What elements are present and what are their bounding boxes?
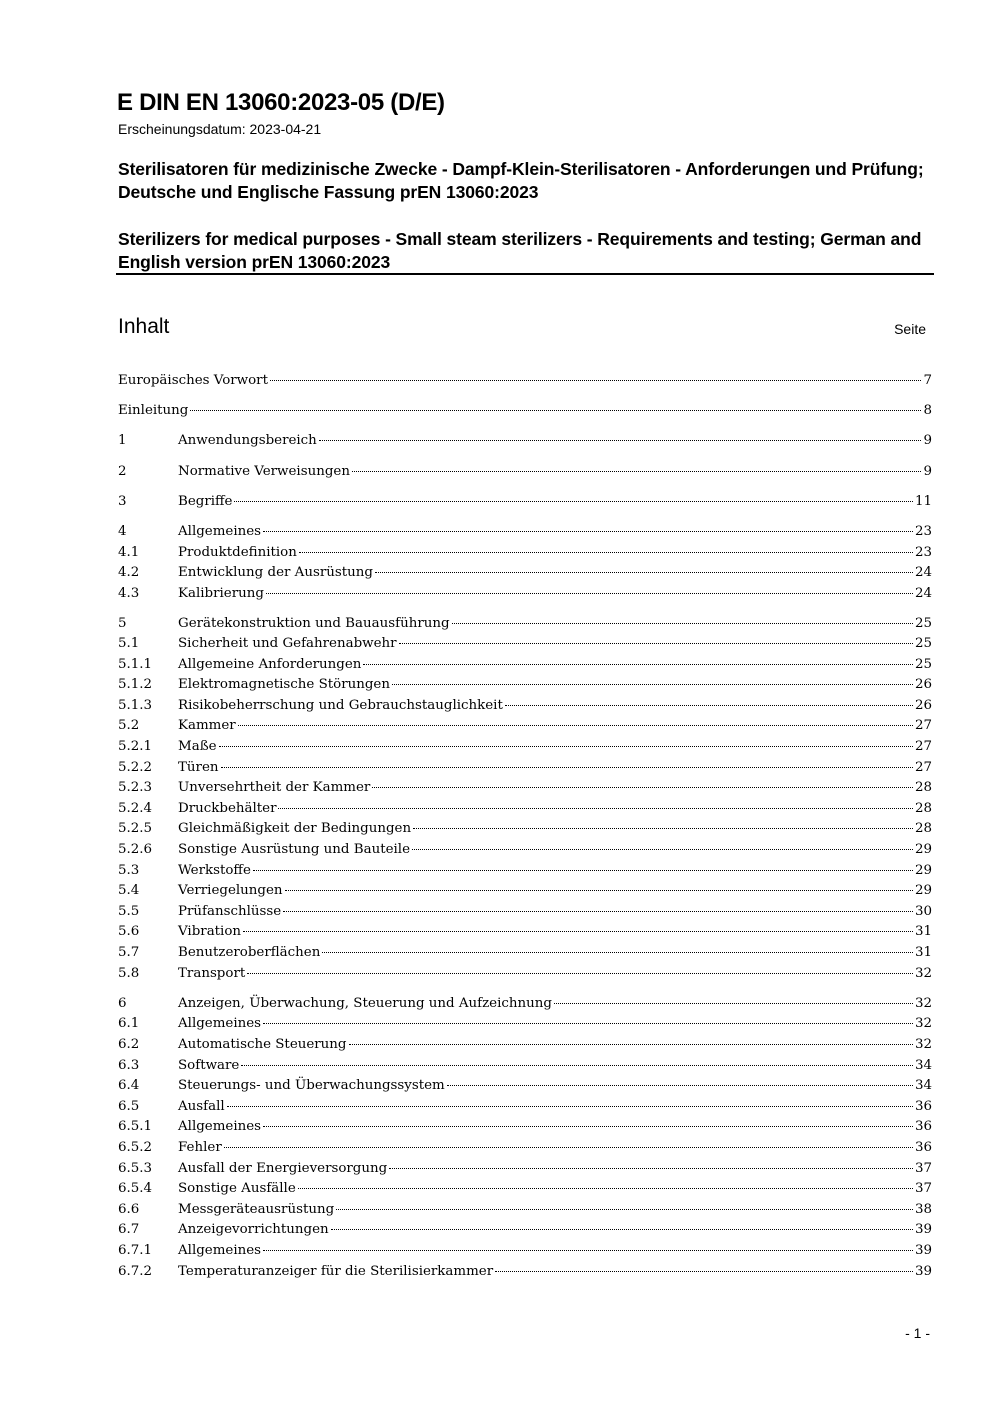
toc-entry-page: 37 (914, 1160, 932, 1176)
toc-entry-page: 23 (914, 523, 932, 539)
toc-entry-number: 6.5 (118, 1098, 140, 1114)
toc-entry-number: 5.2.1 (118, 739, 153, 755)
publication-date: Erscheinungsdatum: 2023-04-21 (118, 121, 322, 137)
toc-entry-page: 24 (914, 565, 932, 581)
toc-entry-page: 31 (914, 924, 932, 940)
toc-dot-leader (319, 440, 922, 441)
toc-dot-leader (241, 1065, 913, 1066)
toc-page-column-label: Seite (894, 321, 926, 337)
toc-dot-leader (221, 767, 913, 768)
toc-dot-leader (243, 931, 913, 932)
toc-entry[interactable] (118, 675, 932, 696)
toc-entry-page: 11 (914, 493, 932, 509)
toc-entry[interactable] (118, 1056, 932, 1077)
toc-entry[interactable] (118, 1200, 932, 1221)
toc-entry-title: Steuerungs- und Überwachungssystem (178, 1078, 445, 1094)
toc-entry-page: 39 (914, 1263, 932, 1279)
toc-dot-leader (372, 787, 913, 788)
toc-entry[interactable] (118, 861, 932, 882)
toc-entry[interactable] (118, 716, 932, 737)
toc-entry-number: 4.1 (118, 544, 140, 560)
toc-dot-leader (336, 1209, 913, 1210)
title-german: Sterilisatoren für medizinische Zwecke - Dampf-Klein-Sterilisatoren - Anforderungen und Prüfung; Deutsche und Englische Fassung prEN 13060:2023 (118, 159, 924, 202)
toc-entry-number: 4.3 (118, 585, 140, 601)
toc-dot-leader (238, 725, 913, 726)
toc-entry-title: Kalibrierung (178, 585, 264, 601)
toc-entry-title: Einleitung (118, 403, 189, 419)
toc-entry[interactable] (118, 522, 932, 543)
toc-entry-page: 23 (914, 544, 932, 560)
toc-entry-page: 32 (914, 965, 932, 981)
toc-entry-number: 6.7.2 (118, 1263, 153, 1279)
toc-entry-title: Gleichmäßigkeit der Bedingungen (178, 821, 412, 837)
toc-entry-title: Allgemeines (178, 1016, 262, 1032)
toc-entry-number: 1 (118, 433, 127, 449)
toc-entry-page: 7 (923, 373, 932, 388)
toc-entry-page: 25 (914, 656, 932, 672)
toc-dot-leader (554, 1003, 913, 1004)
toc-entry-title: Anwendungsbereich (178, 433, 317, 449)
toc-entry-page: 9 (923, 463, 932, 479)
toc-dot-leader (278, 808, 912, 809)
toc-entry-number: 4 (118, 523, 127, 539)
toc-entry-number: 6.5.1 (118, 1119, 153, 1135)
toc-dot-leader (495, 1271, 913, 1272)
toc-dot-leader (266, 593, 913, 594)
toc-entry[interactable] (118, 401, 932, 422)
toc-entry-page: 9 (923, 433, 932, 449)
toc-entry[interactable] (118, 819, 932, 840)
toc-entry[interactable] (118, 1220, 932, 1241)
toc-entry-page: 28 (914, 780, 932, 796)
toc-dot-leader (219, 746, 913, 747)
toc-dot-leader (505, 705, 913, 706)
toc-entry-title: Risikobeherrschung und Gebrauchstauglichkeit (178, 697, 503, 713)
toc-entry-number: 5.2 (118, 718, 140, 734)
toc-entry[interactable] (118, 902, 932, 923)
toc-entry-page: 39 (914, 1222, 932, 1238)
toc-entry-title: Anzeigen, Überwachung, Steuerung und Aufzeichnung (178, 995, 552, 1011)
page-number: - 1 - (905, 1325, 930, 1341)
toc-entry-title: Allgemeines (178, 523, 262, 539)
toc-entry-page: 29 (914, 842, 932, 858)
toc-entry-title: Elektromagnetische Störungen (178, 677, 390, 693)
toc-dot-leader (352, 471, 922, 472)
toc-dot-leader (375, 572, 913, 573)
document-id: E DIN EN 13060:2023-05 (D/E) (117, 89, 445, 116)
toc-entry-page: 28 (914, 800, 932, 816)
toc-dot-leader (247, 973, 913, 974)
toc-entry-number: 5.7 (118, 945, 140, 960)
toc-entry-number: 5.2.5 (118, 821, 153, 837)
toc-entry-title: Vibration (178, 924, 242, 940)
toc-dot-leader (413, 828, 913, 829)
toc-dot-leader (253, 870, 913, 871)
toc-entry[interactable] (118, 840, 932, 861)
toc-entry[interactable] (118, 799, 932, 820)
toc-entry-page: 39 (914, 1242, 932, 1258)
toc-entry-page: 24 (914, 585, 932, 601)
toc-entry-title: Kammer (178, 718, 236, 734)
toc-entry[interactable] (118, 922, 932, 943)
toc-entry-title: Allgemeines (178, 1119, 262, 1135)
toc-entry[interactable] (118, 584, 932, 605)
toc-dot-leader (224, 1147, 913, 1148)
toc-dot-leader (322, 952, 913, 953)
toc-entry-title: Türen (178, 759, 219, 775)
toc-entry-number: 5.2.4 (118, 800, 153, 816)
toc-dot-leader (412, 849, 913, 850)
toc-entry[interactable] (118, 1262, 932, 1283)
toc-entry-number: 6.2 (118, 1036, 140, 1052)
toc-entry[interactable] (118, 737, 932, 758)
toc-entry-title: Allgemeines (178, 1242, 262, 1258)
toc-entry-number: 5.2.2 (118, 759, 153, 775)
toc-entry-page: 32 (914, 995, 932, 1011)
toc-entry-page: 26 (914, 697, 932, 713)
toc-dot-leader (452, 623, 913, 624)
toc-entry-title: Allgemeine Anforderungen (178, 656, 362, 672)
toc-entry[interactable] (118, 543, 932, 564)
toc-entry-title: Ausfall der Energieversorgung (178, 1160, 388, 1176)
toc-entry-page: 34 (914, 1078, 932, 1094)
toc-heading: Inhalt (118, 315, 170, 338)
toc-dot-leader (299, 552, 913, 553)
toc-entry[interactable] (118, 1097, 932, 1118)
toc-entry-title: Temperaturanzeiger für die Sterilisierkammer (178, 1263, 494, 1279)
toc-entry-number: 5.5 (118, 903, 140, 919)
toc-entry-number: 6.7.1 (118, 1242, 153, 1258)
toc-dot-leader (234, 501, 912, 502)
toc-entry-number: 3 (118, 493, 127, 509)
toc-entry[interactable] (118, 1159, 932, 1180)
toc-dot-leader (270, 380, 922, 381)
toc-entry-number: 6.5.4 (118, 1181, 153, 1197)
toc-entry-page: 27 (914, 759, 932, 775)
title-english: Sterilizers for medical purposes - Small steam sterilizers - Requirements and testing; German and English version prEN 13060:2023 (118, 229, 922, 272)
toc-entry[interactable] (118, 994, 932, 1015)
toc-entry-title: Ausfall (178, 1098, 225, 1114)
toc-entry[interactable] (118, 655, 932, 676)
toc-entry[interactable] (118, 1241, 932, 1262)
toc-entry-number: 2 (118, 463, 127, 479)
toc-entry-title: Maße (178, 739, 217, 755)
toc-dot-leader (227, 1106, 913, 1107)
toc-entry[interactable] (118, 492, 932, 513)
toc-dot-leader (283, 911, 913, 912)
toc-entry-number: 5.6 (118, 924, 140, 940)
toc-dot-leader (363, 664, 913, 665)
toc-entry[interactable] (118, 1179, 932, 1200)
toc-entry-number: 5.2.3 (118, 780, 153, 796)
toc-entry-page: 27 (914, 739, 932, 755)
toc-entry-number: 6.5.2 (118, 1139, 153, 1155)
toc-dot-leader (190, 410, 921, 411)
title-divider (116, 273, 934, 275)
toc-entry-title: Fehler (178, 1139, 222, 1155)
toc-entry-title: Messgeräteausrüstung (178, 1201, 335, 1217)
toc-entry-title: Begriffe (178, 493, 233, 509)
toc-entry-number: 5.4 (118, 883, 140, 899)
toc-dot-leader (389, 1168, 913, 1169)
toc-entry-title: Werkstoffe (178, 862, 251, 878)
toc-entry-title: Produktdefinition (178, 544, 297, 560)
toc-entry-page: 34 (914, 1057, 932, 1073)
toc-entry-title: Unversehrtheit der Kammer (178, 780, 371, 796)
toc-entry-title: Automatische Steuerung (178, 1036, 347, 1052)
toc-entry-number: 6.3 (118, 1057, 140, 1073)
toc-entry-page: 32 (914, 1016, 932, 1032)
toc-entry-page: 36 (914, 1119, 932, 1135)
toc-dot-leader (392, 684, 913, 685)
toc-entry-page: 32 (914, 1036, 932, 1052)
toc-entry[interactable] (118, 964, 932, 985)
toc-entry[interactable] (118, 614, 932, 635)
toc-entry-number: 6.5.3 (118, 1160, 153, 1176)
toc-entry-title: Normative Verweisungen (178, 463, 350, 479)
toc-entry[interactable] (118, 371, 932, 392)
toc-entry-page: 30 (914, 903, 932, 919)
toc-dot-leader (298, 1188, 913, 1189)
toc-entry-page: 36 (914, 1139, 932, 1155)
toc-entry-number: 6.1 (118, 1016, 140, 1032)
toc-entry[interactable] (118, 563, 932, 584)
toc-entry-title: Anzeigevorrichtungen (178, 1222, 329, 1238)
toc-entry[interactable] (118, 634, 932, 655)
toc-entry-title: Sonstige Ausrüstung und Bauteile (178, 842, 410, 858)
toc-entry-number: 5.2.6 (118, 842, 153, 858)
toc-dot-leader (349, 1044, 913, 1045)
toc-entry[interactable] (118, 1076, 932, 1097)
toc-entry-number: 5.1 (118, 636, 140, 652)
toc-entry-page: 31 (914, 945, 932, 960)
toc-entry-page: 29 (914, 883, 932, 899)
toc-entry-title: Europäisches Vorwort (118, 373, 268, 388)
toc-entry[interactable] (118, 462, 932, 483)
toc-entry-title: Gerätekonstruktion und Bauausführung (178, 615, 450, 631)
toc-entry[interactable] (118, 1117, 932, 1138)
toc-entry[interactable] (118, 778, 932, 799)
toc-entry-page: 27 (914, 718, 932, 734)
toc-dot-leader (331, 1229, 913, 1230)
toc-entry[interactable] (118, 943, 932, 964)
toc-entry-title: Sonstige Ausfälle (178, 1181, 296, 1197)
toc-dot-leader (285, 890, 913, 891)
toc-entry-page: 38 (914, 1201, 932, 1217)
toc-entry-page: 36 (914, 1098, 932, 1114)
toc-dot-leader (263, 1250, 913, 1251)
toc-entry-title: Entwicklung der Ausrüstung (178, 565, 373, 581)
toc-entry[interactable] (118, 431, 932, 452)
toc-entry[interactable] (118, 758, 932, 779)
toc-entry-title: Software (178, 1057, 240, 1073)
toc-entry-number: 6 (118, 995, 127, 1011)
toc-entry-title: Druckbehälter (178, 800, 277, 816)
toc-dot-leader (263, 1126, 913, 1127)
table-of-contents (118, 371, 932, 1282)
toc-entry-number: 5.3 (118, 862, 140, 878)
toc-entry-number: 6.4 (118, 1078, 140, 1094)
toc-entry-number: 6.7 (118, 1222, 140, 1238)
toc-entry-number: 6.6 (118, 1201, 140, 1217)
toc-dot-leader (263, 531, 913, 532)
toc-dot-leader (447, 1085, 913, 1086)
toc-entry-number: 4.2 (118, 565, 140, 581)
toc-entry-number: 5.1.3 (118, 697, 153, 713)
toc-entry-title: Benutzeroberflächen (178, 945, 321, 960)
toc-entry-page: 8 (923, 403, 932, 419)
toc-entry-page: 25 (914, 615, 932, 631)
toc-entry-number: 5 (118, 615, 127, 631)
toc-entry[interactable] (118, 1014, 932, 1035)
toc-entry-number: 5.1.2 (118, 677, 153, 693)
toc-entry[interactable] (118, 696, 932, 717)
toc-dot-leader (399, 643, 913, 644)
toc-entry-title: Transport (178, 965, 246, 981)
toc-entry-page: 29 (914, 862, 932, 878)
toc-entry-page: 26 (914, 677, 932, 693)
toc-entry-number: 5.8 (118, 965, 140, 981)
toc-entry-page: 25 (914, 636, 932, 652)
toc-entry-title: Sicherheit und Gefahrenabwehr (178, 636, 397, 652)
toc-entry-page: 37 (914, 1181, 932, 1197)
toc-entry-page: 28 (914, 821, 932, 837)
toc-entry-title: Verriegelungen (178, 883, 283, 899)
toc-entry[interactable] (118, 881, 932, 902)
toc-dot-leader (263, 1023, 913, 1024)
toc-entry-title: Prüfanschlüsse (178, 903, 282, 919)
toc-entry-number: 5.1.1 (118, 656, 153, 672)
toc-entry[interactable] (118, 1035, 932, 1056)
toc-entry[interactable] (118, 1138, 932, 1159)
